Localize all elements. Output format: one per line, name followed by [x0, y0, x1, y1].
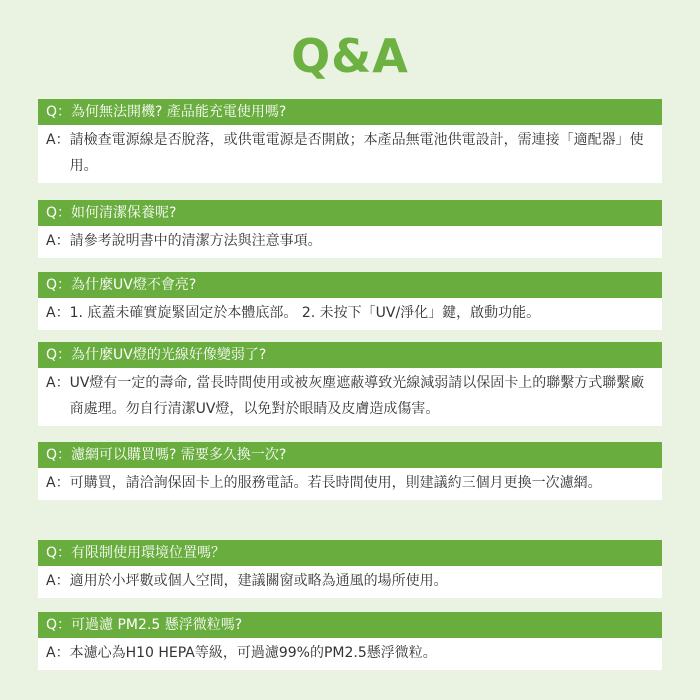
question: Q：有限制使用環境位置嗎？	[38, 540, 662, 566]
qa-item	[38, 342, 662, 426]
question: Q：為什麼UV燈不會亮?	[38, 272, 662, 298]
qa-item	[38, 540, 662, 598]
answer-text: 請檢查電源線是否脫落，或供電電源是否開啟；本產品無電池供電設計，需連接「適配器」使用。	[69, 132, 644, 174]
question: Q：可過濾 PM2.5 懸浮微粒嗎?	[38, 612, 662, 638]
answer-prefix: A：	[46, 475, 70, 491]
qa-item	[38, 200, 662, 258]
question: Q：為什麼UV燈的光線好像變弱了?	[38, 342, 662, 368]
answer-text: 1. 底蓋未確實旋緊固定於本體底部。 2. 未按下「UV/淨化」鍵，啟動功能。	[69, 305, 541, 321]
answer	[38, 468, 662, 500]
answer-text: 請參考說明書中的清潔方法與注意事項。	[69, 233, 322, 249]
answer-prefix: A：	[46, 573, 70, 589]
qa-item	[38, 272, 662, 330]
question: Q：濾網可以購買嗎? 需要多久換一次?	[38, 442, 662, 468]
question: Q：為何無法開機? 產品能充電使用嗎?	[38, 99, 662, 125]
answer-prefix: A：	[46, 375, 70, 391]
page-title: Q&A	[291, 29, 409, 83]
answer	[38, 368, 662, 426]
answer	[38, 125, 662, 183]
answer-prefix: A：	[46, 305, 70, 321]
question: Q：如何清潔保養呢?	[38, 200, 662, 226]
answer	[38, 638, 662, 670]
answer-text: UV燈有一定的壽命, 當長時間使用或被灰塵遮蔽導致光線減弱請以保固卡上的聯繫方式聯繫廠商處理。勿自行清潔UV燈，以免對於眼睛及皮膚造成傷害。	[69, 375, 645, 417]
answer-prefix: A：	[46, 645, 70, 661]
answer	[38, 226, 662, 258]
answer-prefix: A：	[46, 132, 70, 148]
answer	[38, 566, 662, 598]
answer	[38, 298, 662, 330]
answer-text: 適用於小坪數或個人空間，建議關窗或略為通風的場所使用。	[69, 573, 448, 589]
qa-item	[38, 442, 662, 500]
qa-item	[38, 612, 662, 670]
answer-prefix: A：	[46, 233, 70, 249]
qa-item	[38, 99, 662, 183]
answer-text: 本濾心為H10 HEPA等級，可過濾99%的PM2.5懸浮微粒。	[69, 645, 437, 661]
answer-text: 可購買，請洽詢保固卡上的服務電話。若長時間使用，則建議約三個月更換一次濾網。	[69, 475, 602, 491]
